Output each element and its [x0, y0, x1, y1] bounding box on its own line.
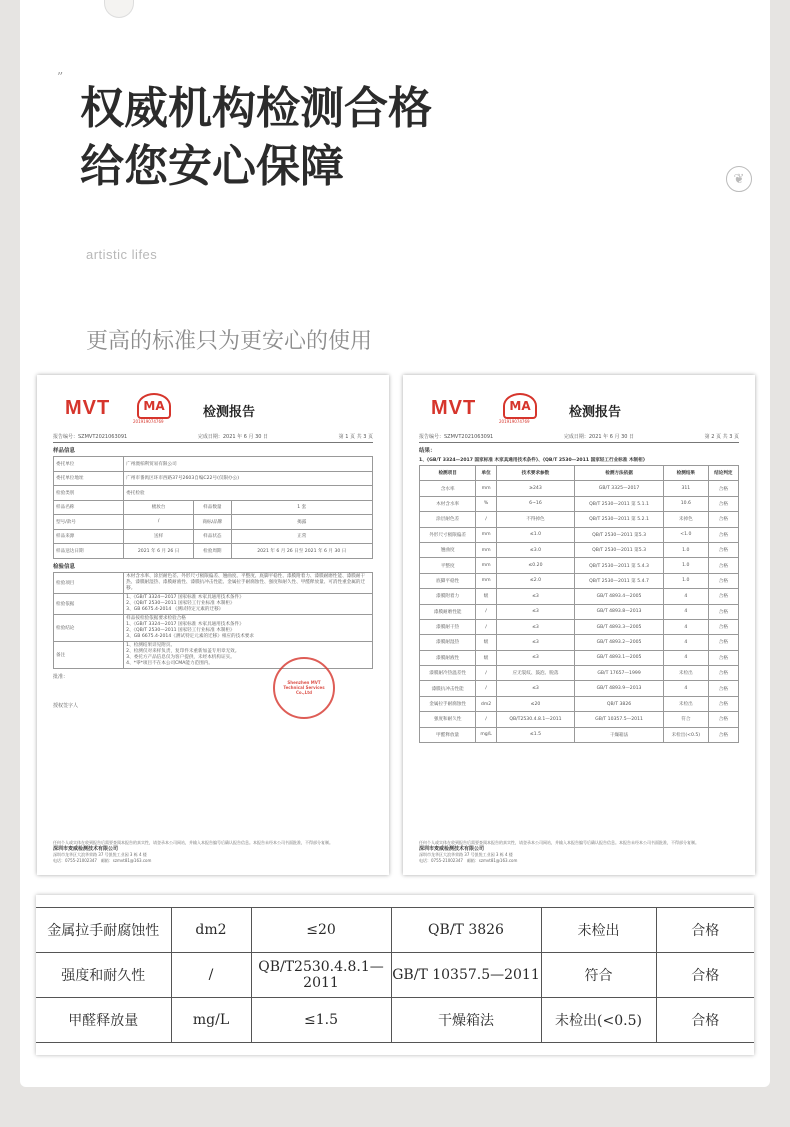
cell: 1.0	[664, 573, 709, 588]
cell: GB/T 4893.3—2005	[575, 619, 664, 634]
signature-area	[53, 673, 373, 713]
table-row	[420, 512, 739, 527]
cell: ≤20	[496, 696, 574, 711]
table-row	[54, 572, 373, 593]
cell: /	[476, 512, 497, 527]
approve-label: 批准：	[53, 673, 69, 680]
cell: mm	[476, 542, 497, 557]
cell: ≤2.0	[496, 573, 574, 588]
company-seal	[273, 657, 335, 719]
cell: 委托检验	[124, 486, 373, 501]
report-number: 报告编号：SZMVT2021063091	[419, 434, 494, 440]
headline-line-2: 给您安心保障	[80, 141, 344, 192]
table-row	[54, 614, 373, 641]
report-date: 完成日期：2021 年 6 月 30 日	[563, 434, 635, 440]
cell: 甲醛释放量	[36, 998, 171, 1043]
footer-tel: 电话：0755-21002347	[419, 857, 463, 863]
cell: 型号/款号	[54, 515, 124, 530]
cell: 合格	[708, 542, 738, 557]
cell: ≤0.20	[496, 558, 574, 573]
cell: 未检出	[664, 666, 709, 681]
cell: QB/T 2530—2011 第5.3	[575, 527, 664, 542]
table-row	[54, 529, 373, 544]
report-page-1	[37, 375, 389, 875]
cell: mg/L	[171, 998, 251, 1043]
cell: 正常	[231, 529, 372, 544]
headline	[80, 80, 432, 196]
footer-company: 深圳市麦威检测技术有限公司	[419, 845, 485, 852]
report-footer	[53, 840, 373, 863]
cell: QB/T 3826	[575, 696, 664, 711]
sample-info-table	[53, 456, 373, 559]
cell: 委托单位	[54, 457, 124, 472]
cell: 合格	[708, 496, 738, 511]
zoomed-results-panel	[36, 895, 754, 1055]
table-row	[420, 619, 739, 634]
cell: 合格	[708, 481, 738, 496]
cell: 合格	[656, 998, 754, 1043]
cell: 广州澳柏利贸易有限公司	[124, 457, 373, 472]
footer-tel: 电话：0755-21002347	[53, 857, 97, 863]
cell: 级	[476, 589, 497, 604]
report-page-2	[403, 375, 755, 875]
table-row	[54, 515, 373, 530]
cell: 底脚平稳性	[420, 573, 476, 588]
table-header-row	[420, 466, 739, 481]
cell: 未检出(<0.5)	[664, 727, 709, 742]
cell: 2021 年 6 月 26 日	[124, 544, 194, 559]
table-row	[36, 998, 754, 1043]
cell: 合格	[708, 558, 738, 573]
table-row	[420, 542, 739, 557]
test-results-table	[419, 465, 739, 743]
footer-email: 邮箱：szmvt81@163.com	[466, 857, 518, 863]
cell: QB/T2530.4.8.1—2011	[496, 712, 574, 727]
footer-company: 深圳市麦威检测技术有限公司	[53, 845, 119, 852]
cell: 委托单位地址	[54, 471, 124, 486]
cma-code: 201919074769	[499, 419, 530, 424]
cell: 检验依据	[54, 593, 124, 614]
cell: ≤3	[496, 650, 574, 665]
cell: 干燥箱法	[575, 727, 664, 742]
cell: ≤3	[496, 589, 574, 604]
cell: 4	[664, 681, 709, 696]
cell: 未检出	[541, 908, 656, 953]
cell: ≤3	[496, 604, 574, 619]
cell: 漆膜耐干热	[420, 619, 476, 634]
cell: /	[476, 666, 497, 681]
cell: 木材含水率	[420, 496, 476, 511]
cell: GB/T 4893.9—2013	[575, 681, 664, 696]
cell: 1 套	[231, 500, 372, 515]
cell: QB/T 2530—2011 第5.3	[575, 542, 664, 557]
cell: 符合	[541, 953, 656, 998]
cell: 应无裂纹、鼓泡、脱落	[496, 666, 574, 681]
footer-address: 深圳市龙华区大浪华荣路 37 号凯悦工业园 3 栋 4 楼	[419, 852, 513, 857]
cell: 合格	[708, 604, 738, 619]
cell: QB/T 2530—2011 第 5.4.7	[575, 573, 664, 588]
cma-logo: MA	[137, 393, 171, 419]
cell: QB/T 2530—2011 第 5.4.3	[575, 558, 664, 573]
cell: 漆膜耐磨性能	[420, 604, 476, 619]
cell: GB/T 4893.2—2005	[575, 635, 664, 650]
cell: 漆膜抗冲击性能	[420, 681, 476, 696]
cell: 样品名称	[54, 500, 124, 515]
cell: 样品按检验依据要求检验合格 1、《GB/T 3324—2017 国家标准 木家具通用技术条件》 2、《QB/T 2530—2011 国家轻工行业标准 木制柜》 3、GB 6675.4-2014《测试特定元素的迁移》相应的技术要求	[124, 614, 373, 641]
table-row	[420, 558, 739, 573]
table-row	[420, 727, 739, 742]
cell: 漆膜附着力	[420, 589, 476, 604]
cell: 送样	[124, 529, 194, 544]
cell: ≥243	[496, 481, 574, 496]
cell: 4	[664, 650, 709, 665]
cell: 检验类别	[54, 486, 124, 501]
cell: 漆膜耐冷热温差性	[420, 666, 476, 681]
table-row	[54, 486, 373, 501]
cell: QB/T 3826	[391, 908, 541, 953]
table-row	[36, 908, 754, 953]
cell: mm	[476, 558, 497, 573]
table-row	[54, 500, 373, 515]
table-row	[420, 527, 739, 542]
cell: GB/T 4893.4—2005	[575, 589, 664, 604]
cell: 揭露	[231, 515, 372, 530]
cell: 合格	[708, 666, 738, 681]
cell: 干燥箱法	[391, 998, 541, 1043]
cell: 合格	[708, 681, 738, 696]
cell: mm	[476, 527, 497, 542]
table-row	[420, 496, 739, 511]
tagline: artistic lifes	[86, 247, 158, 262]
cell: 1、检测结果详见附页。 2、检测仅对来样负责，复印件未重新加盖专用章无效。 3、委托方产品信息仅为客户提供，未经本机构证实。 4、*零*项目不在本公司CMA能力范围内。	[124, 641, 373, 668]
cell: mm	[476, 481, 497, 496]
cell: 4	[664, 589, 709, 604]
cell: 1.0	[664, 542, 709, 557]
cell: 平整度	[420, 558, 476, 573]
cell: GB/T 4893.1—2005	[575, 650, 664, 665]
report-header	[53, 389, 373, 429]
cell: GB/T 10357.5—2011	[575, 712, 664, 727]
cell: 金属拉手耐腐蚀性	[420, 696, 476, 711]
column-header: 单位	[476, 466, 497, 481]
cell: 涂层耐色差	[420, 512, 476, 527]
table-row	[36, 953, 754, 998]
cell: ≤20	[251, 908, 391, 953]
cell: ≤3	[496, 635, 574, 650]
table-row	[54, 544, 373, 559]
table-row	[420, 696, 739, 711]
table-row	[420, 604, 739, 619]
test-info-table	[53, 572, 373, 669]
cell: 合格	[708, 589, 738, 604]
cell: ≤3	[496, 681, 574, 696]
cell: GB/T 10357.5—2011	[391, 953, 541, 998]
cell: 级	[476, 650, 497, 665]
cell: 木材含水率、涂层耐色差、外形尺寸极限偏差、翘曲度、平整度、底脚平稳性、漆膜附着力、漆膜耐磨性能、漆膜耐干热、漆膜耐湿热、漆膜耐液性、漆膜抗冲击性能、金属拉手耐腐蚀性、强度和耐久性、甲醛释放量、可消性重金属的迁移。	[124, 572, 373, 593]
table-row	[420, 681, 739, 696]
cell: mg/L	[476, 727, 497, 742]
column-header: 检测方法依据	[575, 466, 664, 481]
cell: 合格	[708, 696, 738, 711]
cell: 311	[664, 481, 709, 496]
cell: 检验结论	[54, 614, 124, 641]
cell: 符合	[664, 712, 709, 727]
cell: dm2	[171, 908, 251, 953]
cell: 1.0	[664, 558, 709, 573]
cell: %	[476, 496, 497, 511]
cell: 合格	[708, 573, 738, 588]
leaf-icon: ❦	[726, 166, 752, 192]
report-title: 检测报告	[569, 405, 622, 420]
table-row	[54, 457, 373, 472]
cell: 备注	[54, 641, 124, 668]
cell: mm	[476, 573, 497, 588]
cell: 样品数量	[194, 500, 231, 515]
footer-address: 深圳市龙华区大浪华荣路 37 号凯悦工业园 3 栋 4 楼	[53, 852, 147, 857]
cell: 强度和耐久性	[36, 953, 171, 998]
top-notch	[104, 0, 134, 18]
cell: 合格	[656, 953, 754, 998]
cell: ≤1.5	[251, 998, 391, 1043]
headline-line-1: 权威机构检测合格	[80, 83, 432, 134]
cell: 合格	[708, 512, 738, 527]
cell: 合格	[708, 712, 738, 727]
cell: QB/T2530.4.8.1—2011	[251, 953, 391, 998]
cell: 漆膜耐湿热	[420, 635, 476, 650]
report-date: 完成日期：2021 年 6 月 30 日	[197, 434, 269, 440]
table-row	[420, 712, 739, 727]
cell: <1.0	[664, 527, 709, 542]
cell: 未掉色	[664, 512, 709, 527]
table-row	[420, 666, 739, 681]
cell: 不得掉色	[496, 512, 574, 527]
result-standard: 1、《GB/T 3324—2017 国家标准 木家具通用技术条件》、《QB/T 2530—2011 国家轻工行业标准 木制柜》	[419, 458, 648, 463]
report-page-number: 第 1 页 共 3 页	[338, 434, 373, 440]
cell: 合格	[708, 650, 738, 665]
cell: /	[476, 712, 497, 727]
cma-code: 201919074769	[133, 419, 164, 424]
cell: 漆膜耐液性	[420, 650, 476, 665]
result-title: 结果：	[419, 448, 436, 454]
cell: 甲醛释放量	[420, 727, 476, 742]
cell: 合格	[708, 635, 738, 650]
cell: QB/T 2530—2011 第 5.2.1	[575, 512, 664, 527]
cell: dm2	[476, 696, 497, 711]
subtitle: 更高的标准只为更安心的使用	[86, 329, 373, 354]
quote-marks: ”	[57, 70, 64, 84]
column-header: 结论判定	[708, 466, 738, 481]
column-header: 检测结果	[664, 466, 709, 481]
table-body	[420, 481, 739, 743]
cell: 样品来源	[54, 529, 124, 544]
cell: 4	[664, 635, 709, 650]
cell: 级	[476, 635, 497, 650]
cell: 检验周期	[194, 544, 231, 559]
table-row	[420, 589, 739, 604]
cell: 6~16	[496, 496, 574, 511]
zoomed-results-table	[36, 907, 754, 1043]
zoomed-table-body	[36, 908, 754, 1043]
footer-note: 任何个人或实体在收到报告后需要查阅本报告的真实性，请登录本公司网站，并输入本报告编号后确认报告信息。本报告未经本公司书面批准，不得部分复制。	[53, 840, 333, 845]
cell: 样品状态	[194, 529, 231, 544]
cell: GB/T 3325—2017	[575, 481, 664, 496]
cell: 强度和耐久性	[420, 712, 476, 727]
table-row	[54, 471, 373, 486]
cell: /	[171, 953, 251, 998]
table-row	[420, 650, 739, 665]
cell: 1、《GB/T 3324—2017 国家标准 木家具通用技术条件》 2、《QB/T 2530—2011 国家轻工行业标准 木制柜》 3、GB 6675.4-2014 《测试特定元素的迁移》	[124, 593, 373, 614]
signatory-label: 授权签字人	[53, 702, 79, 709]
report-meta	[419, 429, 739, 443]
report-number: 报告编号：SZMVT2021063091	[53, 434, 128, 440]
cell: QB/T 2530—2011 第 5.1.1	[575, 496, 664, 511]
cell: 翘曲度	[420, 542, 476, 557]
cell: /	[124, 515, 194, 530]
cell: 广州市番禺区环市西路37号2603自编C22号(仅限办公)	[124, 471, 373, 486]
footer-email: 邮箱：szmvt81@163.com	[100, 857, 152, 863]
table-row	[54, 593, 373, 614]
test-info-title: 检验信息	[53, 563, 76, 570]
table-row	[420, 481, 739, 496]
cell: 未检出(<0.5)	[541, 998, 656, 1043]
cell: GB/T 17657—1999	[575, 666, 664, 681]
cell: 合格	[656, 908, 754, 953]
cma-logo: MA	[503, 393, 537, 419]
cell: 外形尺寸极限偏差	[420, 527, 476, 542]
table-row	[420, 573, 739, 588]
cell: /	[476, 681, 497, 696]
mvt-logo: MVT	[431, 397, 477, 419]
footer-note: 任何个人或实体在收到报告后需要查阅本报告的真实性，请登录本公司网站，并输入本报告编号后确认报告信息。本报告未经本公司书面批准，不得部分复制。	[419, 840, 699, 845]
report-meta	[53, 429, 373, 443]
cell: 样品送达日期	[54, 544, 124, 559]
cell: 合格	[708, 727, 738, 742]
report-page-number: 第 2 页 共 3 页	[704, 434, 739, 440]
column-header: 检测项目	[420, 466, 476, 481]
cell: ≤3	[496, 619, 574, 634]
mvt-logo: MVT	[65, 397, 111, 419]
table-row	[420, 635, 739, 650]
cell: 金属拉手耐腐蚀性	[36, 908, 171, 953]
cell: 10.6	[664, 496, 709, 511]
cell: 商标/品牌	[194, 515, 231, 530]
report-header	[419, 389, 739, 429]
cell: 梳妆台	[124, 500, 194, 515]
report-footer	[419, 840, 739, 863]
cell: 合格	[708, 619, 738, 634]
cell: 4	[664, 604, 709, 619]
cell: 未检出	[664, 696, 709, 711]
cell: 合格	[708, 527, 738, 542]
column-header: 技术要求参数	[496, 466, 574, 481]
cell: GB/T 4893.8—2013	[575, 604, 664, 619]
cell: ≤1.0	[496, 527, 574, 542]
cell: ≤1.5	[496, 727, 574, 742]
report-title: 检测报告	[203, 405, 256, 420]
cell: 含水率	[420, 481, 476, 496]
cell: /	[476, 619, 497, 634]
cell: /	[476, 604, 497, 619]
cell: 4	[664, 619, 709, 634]
cell: ≤3.0	[496, 542, 574, 557]
seal-text: Shenzhen MVT Technical Services Co.,Ltd	[283, 680, 325, 695]
sample-info-title: 样品信息	[53, 448, 76, 454]
cell: 2021 年 6 月 26 日至 2021 年 6 月 30 日	[231, 544, 372, 559]
cell: 检验项目	[54, 572, 124, 593]
